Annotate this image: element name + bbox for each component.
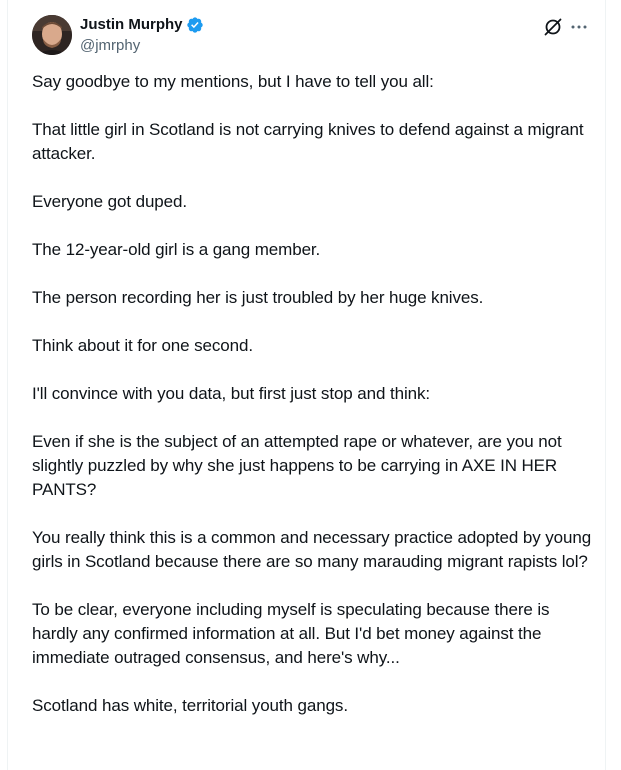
post-paragraph: Scotland has white, territorial youth gangs.: [32, 696, 348, 715]
post-card: [7, 0, 606, 770]
post-paragraph: Think about it for one second.: [32, 336, 253, 355]
verified-badge-icon[interactable]: [186, 16, 204, 34]
post-header: [32, 15, 589, 57]
post-text: [32, 70, 594, 742]
post-paragraph: That little girl in Scotland is not carrying knives to defend against a migrant attacker.: [32, 120, 584, 163]
grok-icon[interactable]: [543, 17, 563, 37]
post-paragraph: The person recording her is just troubled by her huge knives.: [32, 288, 484, 307]
post-paragraph: Even if she is the subject of an attempted rape or whatever, are you not slightly puzzled by why she just happens to be carrying in AXE IN HER PANTS?: [32, 432, 562, 499]
author-info: [80, 15, 204, 56]
post-paragraph: Say goodbye to my mentions, but I have to tell you all:: [32, 72, 434, 91]
post-paragraph: Everyone got duped.: [32, 192, 187, 211]
post-paragraph: You really think this is a common and necessary practice adopted by young girls in Scotland because there are so many marauding migrant rapists lol?: [32, 528, 592, 571]
post-paragraph: I'll convince with you data, but first just stop and think:: [32, 384, 430, 403]
post-paragraph: To be clear, everyone including myself is speculating because there is hardly any confirmed information at all. But I'd bet money against the immediate outraged consensus, and here's why...: [32, 600, 550, 667]
name-row: [80, 15, 204, 35]
post-actions: [543, 17, 589, 37]
author-display-name[interactable]: Justin Murphy: [80, 16, 183, 33]
post-paragraph: The 12-year-old girl is a gang member.: [32, 240, 321, 259]
avatar[interactable]: [32, 15, 72, 55]
author-handle[interactable]: @jmrphy: [80, 37, 141, 54]
more-options-icon[interactable]: [569, 17, 589, 37]
